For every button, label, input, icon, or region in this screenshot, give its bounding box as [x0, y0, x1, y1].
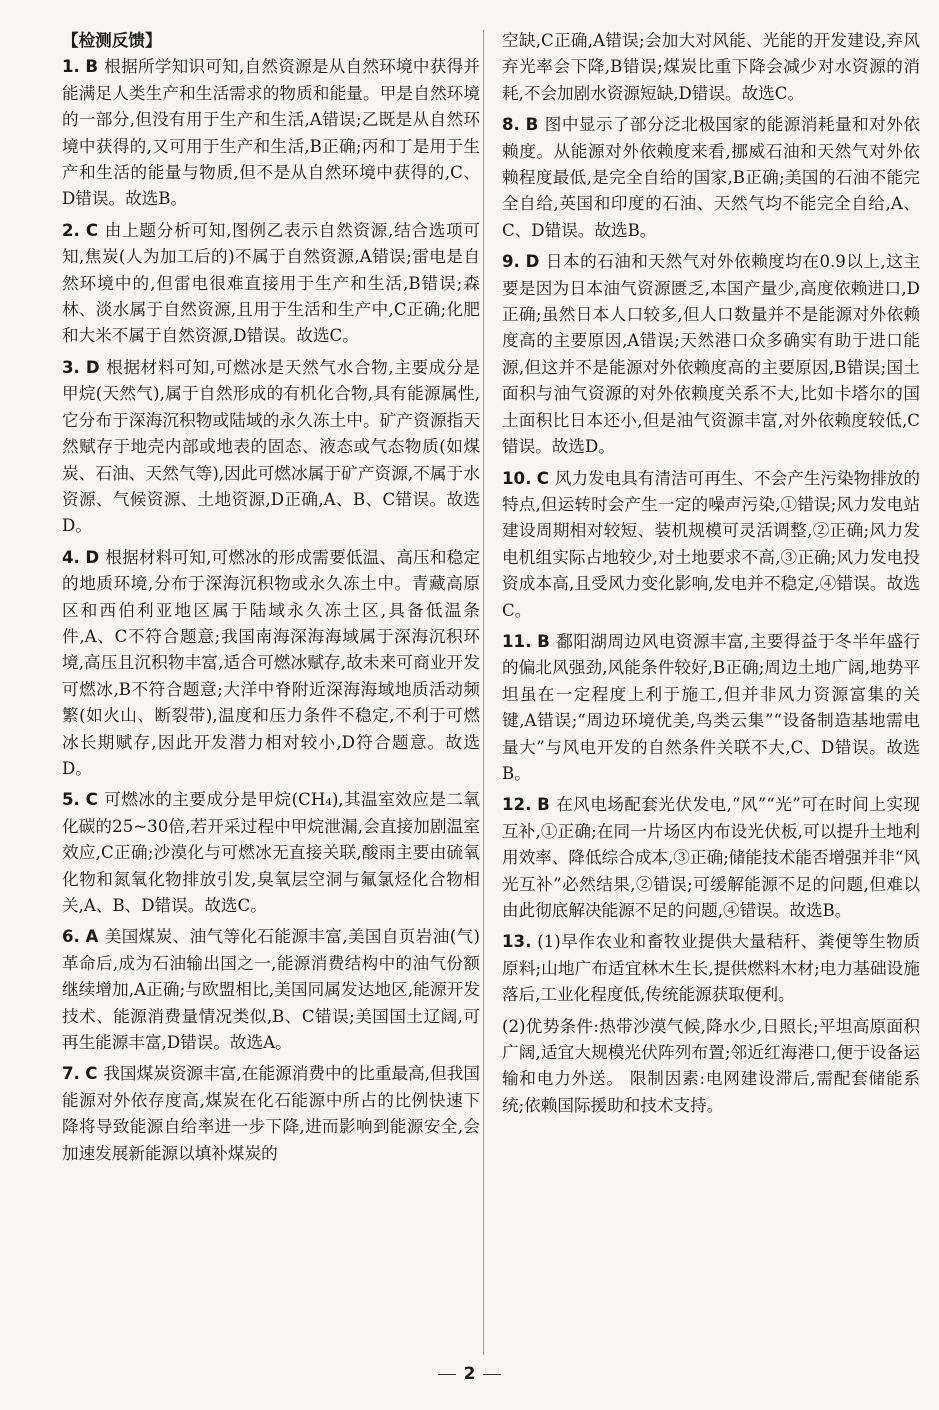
page-number: 2 — [463, 1364, 476, 1384]
answer-letter: B — [537, 631, 550, 651]
question-number: 13. — [502, 932, 532, 952]
answer-letter: C — [85, 1064, 98, 1084]
question-number: 12. — [502, 795, 532, 815]
answer-letter: C — [85, 790, 98, 810]
question-number: 3. — [62, 357, 80, 377]
explanation-text: 根据材料可知,可燃冰的形成需要低温、高压和稳定的地质环境,分布于深海沉积物或永久冻土中。青藏高原区和西伯利亚地区属于陆域永久冻土区,具备低温条件,A、C不符合题意;我国南海深海海域属于深海沉积环境,高压且沉积物丰富,适合可燃冰赋存,故未来可商业开发可燃冰,B不符合题意;大洋中脊附近深海海域地质活动频繁(如火山、断裂带),温度和压力条件不稳定,不利于可燃冰长期赋存,因此开发潜力相对较小,D符合题意。故选D。 — [62, 547, 480, 778]
question-number: 1. — [62, 57, 80, 77]
explanation-text: 日本的石油和天然气对外依赖度均在0.9以上,这主要是因为日本油气资源匮乏,本国产量少,高度依赖进口,D正确;虽然日本人口较多,但人口数量并不是能源对外依赖度高的主要原因,A错误;天然港口众多确实有助于进口能源,但这并不是能源对外依赖度高的主要原因,B错误;国土面积与油气资源的对外依赖度关系不大,比如卡塔尔的国土面积比日本还小,但是油气资源丰富,对外依赖度较低,C错误。故选D。 — [502, 252, 920, 457]
explanation-text: 由上题分析可知,图例乙表示自然资源,结合选项可知,焦炭(人为加工后的)不属于自然资源,A错误;雷电是自然环境中的,但雷电很难直接用于生产和生活,B错误;森林、淡水属于自然资源,且用于生活和生产中,C正确;化肥和大米不属于自然资源,D错误。故选C。 — [62, 220, 480, 346]
answer-item — [502, 28, 920, 107]
answer-letter: C — [85, 220, 99, 240]
question-number: 4. — [62, 547, 80, 567]
answer-letter: C — [536, 468, 549, 488]
answer-item — [62, 545, 480, 783]
answer-item — [502, 112, 920, 244]
explanation-text: 美国煤炭、油气等化石能源丰富,美国自页岩油(气)革命后,成为石油输出国之一,能源消费结构中的油气份额继续增加,A正确;与欧盟相比,美国同属发达地区,能源开发技术、能源消费量情况类似,B、C错误;美国国土辽阔,可再生能源丰富,D错误。故选A。 — [62, 927, 480, 1053]
explanation-text: 鄱阳湖周边风电资源丰富,主要得益于冬半年盛行的偏北风强劲,风能条件较好,B正确;周边土地广阔,地势平坦虽在一定程度上利于施工,但并非风力资源富集的关键,A错误;“周边环境优美,鸟类云集”“设备制造基地需电量大”与风电开发的自然条件关联不大,C、D错误。故选B。 — [502, 631, 920, 783]
question-number: 11. — [502, 631, 532, 651]
page-footer — [0, 1364, 939, 1384]
footer-dash-left — [438, 1374, 456, 1375]
answer-item — [502, 1014, 920, 1120]
answer-item — [62, 218, 480, 350]
left-column — [62, 28, 480, 1172]
answer-item — [502, 929, 920, 1008]
explanation-text: 根据材料可知,可燃冰是天然气水合物,主要成分是甲烷(天然气),属于自然形成的有机化合物,具有能源属性,它分布于深海沉积物或陆域的永久冻土中。矿产资源指天然赋存于地壳内部或地表的固态、液态或气态物质(如煤炭、石油、天然气等),因此可燃冰属于矿产资源,不属于水资源、气候资源、土地资源,D正确,A、B、C错误。故选D。 — [62, 357, 480, 536]
footer-dash-right — [483, 1374, 501, 1375]
question-number: 7. — [62, 1064, 80, 1084]
answer-letter: B — [537, 795, 550, 815]
answer-item — [502, 792, 920, 924]
answer-item — [62, 355, 480, 540]
explanation-text: (2)优势条件:热带沙漠气候,降水少,日照长;平坦高原面积广阔,适宜大规模光伏阵列布置;邻近红海港口,便于设备运输和电力外送。 限制因素:电网建设滞后,需配套储能系统;依赖国际援助和技术支持。 — [502, 1016, 920, 1115]
answer-item — [62, 1061, 480, 1167]
question-number: 2. — [62, 220, 80, 240]
answer-item — [62, 924, 480, 1056]
question-number: 8. — [502, 115, 520, 135]
explanation-text: 风力发电具有清洁可再生、不会产生污染物排放的特点,但运转时会产生一定的噪声污染,①错误;风力发电站建设周期相对较短、装机规模可灵活调整,②正确;风力发电机组实际占地较少,对土地要求不高,③正确;风力发电投资成本高,且受风力变化影响,发电并不稳定,④错误。故选C。 — [502, 468, 920, 620]
section-title: 【检测反馈】 — [62, 31, 162, 50]
question-number: 5. — [62, 790, 80, 810]
answer-letter: D — [525, 252, 540, 272]
answer-item — [502, 249, 920, 460]
right-column — [502, 28, 920, 1124]
answer-letter: B — [85, 57, 99, 77]
column-divider — [483, 30, 484, 1355]
explanation-text: 我国煤炭资源丰富,在能源消费中的比重最高,但我国能源对外依存度高,煤炭在化石能源中所占的比例快速下降将导致能源自给率进一步下降,进而影响到能源安全,会加速发展新能源以填补煤炭的 — [62, 1064, 480, 1163]
answer-item — [62, 54, 480, 212]
explanation-text: 图中显示了部分泛北极国家的能源消耗量和对外依赖度。从能源对外依赖度来看,挪威石油和天然气对外依赖程度最低,是完全自给的国家,B正确;美国的石油不能完全自给,英国和印度的石油、天然气均不能完全自给,A、C、D错误。故选B。 — [502, 115, 920, 240]
answer-letter: D — [85, 357, 100, 377]
question-number: 10. — [502, 468, 532, 488]
explanation-text: 可燃冰的主要成分是甲烷(CH₄),其温室效应是二氧化碳的25~30倍,若开采过程中甲烷泄漏,会直接加剧温室效应,C正确;沙漠化与可燃冰无直接关联,酸雨主要由硫氧化物和氮氧化物排放引发,臭氧层空洞与氟氯烃化合物相关,A、B、D错误。故选C。 — [62, 790, 481, 915]
answer-letter: A — [85, 927, 99, 947]
answer-letter: D — [85, 547, 100, 567]
explanation-text: 在风电场配套光伏发电,“风”“光”可在时间上实现互补,①正确;在同一片场区内布设光伏板,可以提升土地利用效率、降低综合成本,③正确;储能技术能否增强并非“风光互补”必然结果,②错误;可缓解能源不足的问题,但难以由此彻底解决能源不足的问题,④错误。故选B。 — [502, 795, 920, 920]
explanation-text: (1)早作农业和畜牧业提供大量秸秆、粪便等生物质原料;山地广布适宜林木生长,提供燃料木材;电力基础设施落后,工业化程度低,传统能源获取便利。 — [502, 932, 920, 1005]
explanation-text: 空缺,C正确,A错误;会加大对风能、光能的开发建设,弃风弃光率会下降,B错误;煤炭比重下降会减少对水资源的消耗,不会加剧水资源短缺,D错误。故选C。 — [502, 31, 920, 103]
explanation-text: 根据所学知识可知,自然资源是从自然环境中获得并能满足人类生产和生活需求的物质和能量。甲是自然环境的一部分,但没有用于生产和生活,A错误;乙既是从自然环境中获得的,又可用于生产和生活,B正确;丙和丁是用于生产和生活的能量与物质,但不是从自然环境中获得的,C、D错误。故选B。 — [62, 57, 480, 209]
question-number: 9. — [502, 252, 520, 272]
question-number: 6. — [62, 927, 80, 947]
answer-letter: B — [525, 115, 539, 135]
answer-item — [502, 629, 920, 787]
answer-item — [62, 787, 480, 919]
answer-item — [502, 466, 920, 624]
